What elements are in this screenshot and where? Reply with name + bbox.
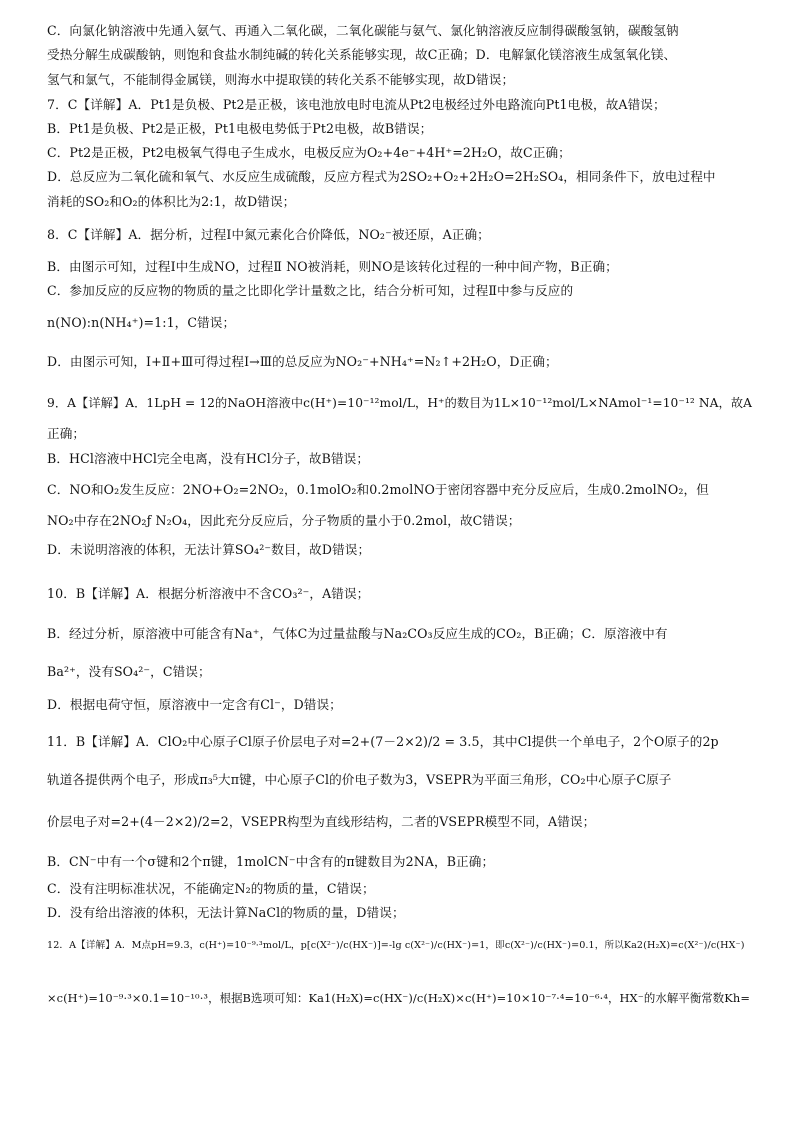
text-line: B．HCl溶液中HCl完全电离，没有HCl分子，故B错误； (47, 451, 370, 466)
text-line: B．CN⁻中有一个σ键和2个π键，1molCN⁻中含有的π键数目为2NA，B正确； (47, 854, 495, 869)
text-line: 7．C【详解】A．Pt1是负极、Pt2是正极，该电池放电时电流从Pt2电极经过外电路流向Pt1电极，故A错误； (47, 97, 666, 112)
text-line: B．经过分析，原溶液中可能含有Na⁺，气体C为过量盐酸与Na₂CO₃反应生成的CO₂，B正确；C．原溶液中有 (47, 626, 668, 641)
text-line: C．NO和O₂发生反应：2NO+O₂=2NO₂，0.1molO₂和0.2molNO于密闭容器中充分反应后，生成0.2molNO₂，但 (47, 482, 709, 497)
text-line: 消耗的SO₂和O₂的体积比为2:1，故D错误； (47, 194, 296, 209)
text-line: 11．B【详解】A．ClO₂中心原子Cl原子价层电子对=2+(7－2×2)/2 = 3.5，其中Cl提供一个单电子，2个O原子的2p (47, 734, 719, 749)
text-line: n(NO):n(NH₄⁺)=1:1，C错误； (47, 315, 236, 330)
text-line: D．没有给出溶液的体积，无法计算NaCl的物质的量，D错误； (47, 905, 405, 920)
text-line: B．Pt1是负极、Pt2是正极，Pt1电极电势低于Pt2电极，故B错误； (47, 121, 433, 136)
text-line: C．参加反应的反应物的物质的量之比即化学计量数之比，结合分析可知，过程Ⅱ中参与反应的 (47, 283, 574, 298)
text-line: 受热分解生成碳酸钠，则饱和食盐水制纯碱的转化关系能够实现，故C正确；D．电解氯化镁溶液生成氢氧化镁、 (47, 47, 677, 62)
text-line: 9．A【详解】A．1LpH = 12的NaOH溶液中c(H⁺)=10⁻¹²mol/L，H⁺的数目为1L×10⁻¹²mol/L×NAmol⁻¹=10⁻¹² NA，故A (47, 396, 753, 410)
text-line: 轨道各提供两个电子，形成π₃⁵大π键，中心原子Cl的价电子数为3，VSEPR为平面三角形，CO₂中心原子C原子 (47, 772, 672, 787)
text-line: 8．C【详解】A．据分析，过程Ⅰ中氮元素化合价降低，NO₂⁻被还原，A正确； (47, 227, 490, 242)
text-line: C．Pt2是正极，Pt2电极氧气得电子生成水，电极反应为O₂+4e⁻+4H⁺=2H₂O，故C正确； (47, 145, 571, 160)
text-line: 12．A【详解】A．M点pH=9.3，c(H⁺)=10⁻⁹·³mol/L，p[c(X²⁻)/c(HX⁻)]=-lg c(X²⁻)/c(HX⁻)=1，即c(X²⁻)/c(HX⁻)=0.1，所以Ka2(H₂X)=c(X²⁻)/c(HX⁻) (47, 940, 745, 951)
text-line: D．由图示可知，Ⅰ+Ⅱ+Ⅲ可得过程Ⅰ→Ⅲ的总反应为NO₂⁻+NH₄⁺=N₂↑+2H₂O，D正确； (47, 354, 558, 369)
text-line: 10．B【详解】A．根据分析溶液中不含CO₃²⁻，A错误； (47, 586, 370, 601)
text-line: ×c(H⁺)=10⁻⁹·³×0.1=10⁻¹⁰·³，根据B选项可知：Ka1(H₂X)=c(HX⁻)/c(H₂X)×c(H⁺)=10×10⁻⁷·⁴=10⁻⁶·⁴，HX⁻的水解平衡常数Kh= (47, 991, 750, 1005)
text-line: NO₂中存在2NO₂ƒ N₂O₄，因此充分反应后，分子物质的量小于0.2mol，故C错误； (47, 513, 521, 528)
text-line: D．总反应为二氧化硫和氧气、水反应生成硫酸，反应方程式为2SO₂+O₂+2H₂O=2H₂SO₄，相同条件下，放电过程中 (47, 169, 716, 184)
text-line: 正确； (47, 426, 86, 441)
text-line: 价层电子对=2+(4－2×2)/2=2，VSEPR构型为直线形结构，二者的VSEPR模型不同，A错误； (47, 814, 596, 829)
text-line: D．根据电荷守恒，原溶液中一定含有Cl⁻，D错误； (47, 697, 342, 712)
text-line: C．向氯化钠溶液中先通入氨气、再通入二氧化碳，二氧化碳能与氨气、氯化钠溶液反应制得碳酸氢钠，碳酸氢钠 (47, 23, 679, 38)
text-line: Ba²⁺，没有SO₄²⁻，C错误； (47, 664, 211, 679)
text-line: D．未说明溶液的体积，无法计算SO₄²⁻数目，故D错误； (47, 542, 371, 557)
text-line: B．由图示可知，过程Ⅰ中生成NO，过程Ⅱ NO被消耗，则NO是该转化过程的一种中间产物，B正确； (47, 259, 618, 274)
text-line: 氢气和氯气，不能制得金属镁，则海水中提取镁的转化关系不能够实现，故D错误； (47, 72, 515, 87)
text-line: C．没有注明标准状况，不能确定N₂的物质的量，C错误； (47, 881, 375, 896)
